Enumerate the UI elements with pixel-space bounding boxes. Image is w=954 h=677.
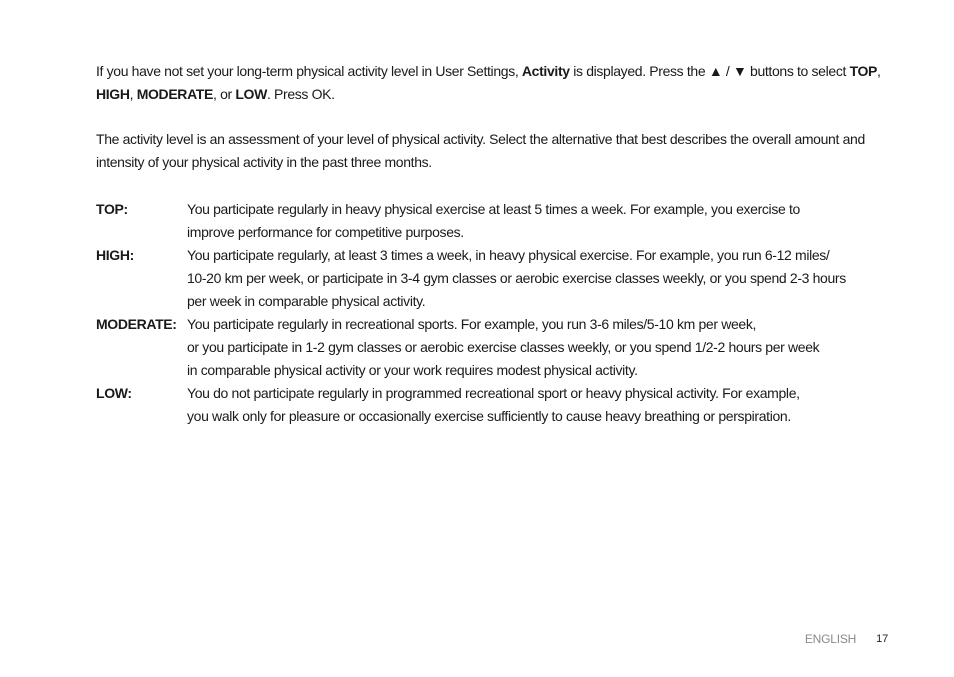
- description-line: You participate regularly in heavy physical exercise at least 5 times a week. For example, you exercise to: [187, 201, 800, 217]
- level-moderate: [96, 313, 896, 382]
- level-top: [96, 198, 896, 244]
- description-line: You do not participate regularly in programmed recreational sport or heavy physical activity. For example,: [187, 385, 800, 401]
- description-line: You participate regularly in recreational sports. For example, you run 3-6 miles/5-10 km per week,: [187, 316, 757, 332]
- level-term: LOW:: [96, 385, 132, 401]
- intro-text: , or: [212, 86, 236, 102]
- activity-levels-list: [96, 198, 896, 428]
- description-line: per week in comparable physical activity.: [187, 293, 426, 309]
- intro-text: ,: [877, 63, 881, 79]
- activity-term: Activity: [521, 63, 570, 79]
- level-term: MODERATE:: [96, 316, 177, 332]
- description-line: improve performance for competitive purposes.: [187, 224, 464, 240]
- page-number: 17: [876, 633, 888, 645]
- assessment-line: amount and intensity of your physical activity in the past three months.: [96, 131, 865, 170]
- intro-text: buttons to select: [746, 63, 850, 79]
- down-arrow-icon: ▼: [732, 63, 747, 79]
- intro-paragraph: [96, 60, 896, 106]
- manual-page-content: [96, 60, 896, 428]
- level-high: [96, 244, 896, 313]
- level-description: [187, 198, 896, 244]
- low-term: LOW: [235, 86, 267, 102]
- up-arrow-icon: ▲: [708, 63, 723, 79]
- level-description: [187, 382, 896, 428]
- description-line: or you participate in 1-2 gym classes or aerobic exercise classes weekly, or you spend 1/2-2 hours per week: [187, 339, 820, 355]
- level-low: [96, 382, 896, 428]
- top-term: TOP: [849, 63, 878, 79]
- description-line: 10-20 km per week, or participate in 3-4 gym classes or aerobic exercise classes weekly, or you spend 2-3 hours: [187, 270, 846, 286]
- page-footer: [805, 631, 888, 647]
- assessment-paragraph: [96, 128, 896, 174]
- footer-language: ENGLISH: [804, 632, 857, 646]
- moderate-term: MODERATE: [136, 86, 213, 102]
- description-line: you walk only for pleasure or occasionally exercise sufficiently to cause heavy breathing or perspiration.: [187, 408, 791, 424]
- description-line: You participate regularly, at least 3 times a week, in heavy physical exercise. For example, you run 6-12 miles/: [187, 247, 830, 263]
- level-description: [187, 313, 896, 382]
- level-term: HIGH:: [96, 247, 134, 263]
- high-term: HIGH: [96, 86, 130, 102]
- level-term: TOP:: [96, 201, 128, 217]
- intro-text: If you have not set your long-term physical activity level in User Settings,: [96, 63, 522, 79]
- intro-text: ,: [129, 86, 137, 102]
- level-description: [187, 244, 896, 313]
- intro-text: is displayed. Press the: [569, 63, 709, 79]
- arrow-separator: /: [722, 63, 733, 79]
- assessment-line: The activity level is an assessment of your level of physical activity. Select the alternative that best describes the overall: [96, 131, 791, 147]
- description-line: in comparable physical activity or your work requires modest physical activity.: [187, 362, 638, 378]
- intro-text: . Press OK.: [266, 86, 335, 102]
